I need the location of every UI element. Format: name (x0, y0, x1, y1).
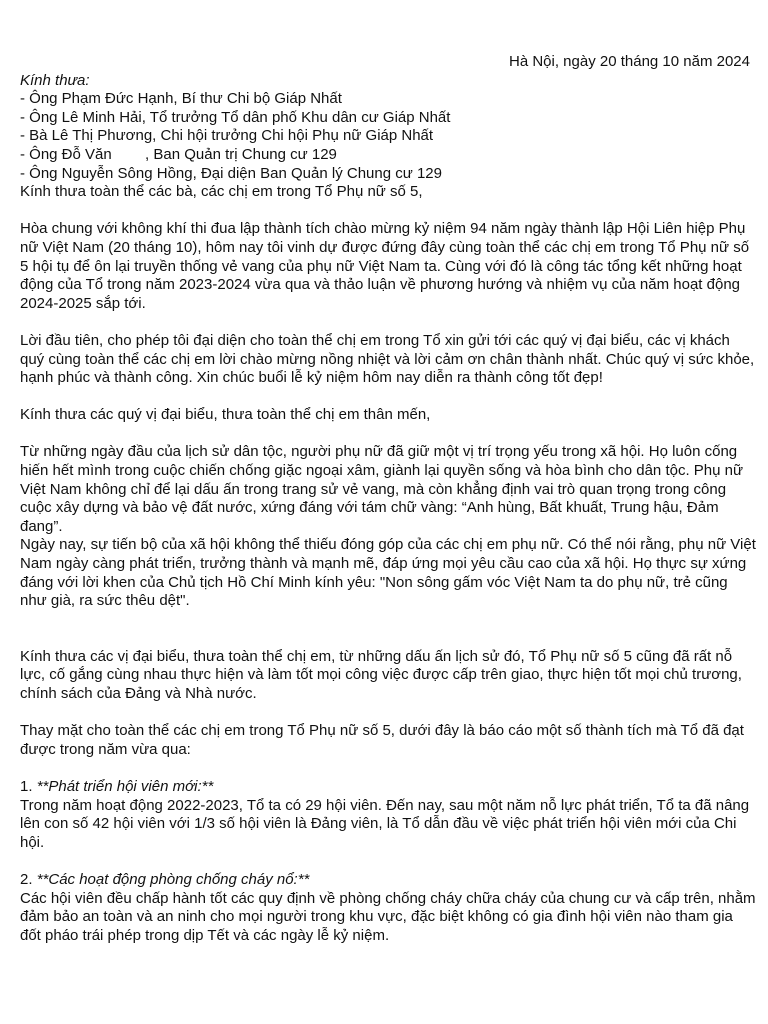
achievement-title (20, 778, 756, 797)
spacer (20, 611, 756, 648)
date-line: Hà Nội, ngày 20 tháng 10 năm 2024 (508, 53, 750, 70)
achievement-heading: **Các hoạt động phòng chống cháy nổ:** (36, 870, 310, 888)
achievement-body: Trong năm hoạt động 2022-2023, Tổ ta có 29 hội viên. Đến nay, sau một năm nỗ lực phát triển, Tổ ta đã nâng lên con số 42 hội viên với 1/3 số hội viên là Đảng viên, là Tổ dẫn đầu về việc phát triển hội viên mới của Chi hội. (20, 796, 754, 851)
recipient-line: - Ông Lê Minh Hải, Tổ trưởng Tổ dân phố Khu dân cư Giáp Nhất (20, 108, 451, 126)
paragraph-today: Ngày nay, sự tiến bộ của xã hội không thể thiếu đóng góp của các chị em phụ nữ. Có thể nói rằng, phụ nữ Việt Nam ngày càng phát triển, trưởng thành và mạnh mẽ, đáp ứng mọi yêu cầu cao của xã hội. Họ thực sự xứng đáng với lời khen của Chủ tịch Hồ Chí Minh kính yêu: "Non sông gấm vóc Việt Nam ta do phụ nữ, trẻ cũng như già, ra sức thêu dệt". (20, 536, 761, 610)
letter-page (20, 53, 761, 945)
recipient-line: - Ông Đỗ Văn , Ban Quản trị Chung cư 129 (20, 145, 337, 163)
achievement-heading: **Phát triển hội viên mới:** (36, 777, 214, 795)
paragraph-welcome: Lời đầu tiên, cho phép tôi đại diện cho toàn thể chị em trong Tổ xin gửi tới các quý vị đại biểu, các vị khách quý cùng toàn thể các chị em lời chào mừng nồng nhiệt và lời cảm ơn chân thành nhất. Chúc quý vị sức khỏe, hạnh phúc và thành công. Xin chúc buổi lễ kỷ niệm hôm nay diễn ra thành công tốt đẹp! (20, 331, 759, 387)
salutation: Kính thưa: (20, 71, 90, 89)
achievement-number: 1. (20, 777, 37, 795)
recipient-line: - Bà Lê Thị Phương, Chi hội trưởng Chi hội Phụ nữ Giáp Nhất (20, 127, 434, 145)
paragraph-report-intro: Thay mặt cho toàn thể các chị em trong Tổ Phụ nữ số 5, dưới đây là báo cáo một số thành tích mà Tổ đã đạt được trong năm vừa qua: (20, 722, 749, 758)
recipient-line: - Ông Nguyễn Sông Hồng, Đại diện Ban Quản lý Chung cư 129 (20, 164, 442, 182)
paragraph-history: Từ những ngày đầu của lịch sử dân tộc, người phụ nữ đã giữ một vị trí trọng yếu trong xã hội. Họ luôn cống hiến hết mình trong cuộc chiến chống giặc ngoại xâm, giành lại quyền sống và hòa bình cho dân tộc. Phụ nữ Việt Nam không chỉ để lại dấu ấn trong trang sử vẻ vang, mà còn khẳng định vai trò quan trọng trong công cuộc xây dựng và bảo vệ đất nước, xứng đáng với tám chữ vàng: “Anh hùng, Bất khuất, Trung hậu, Đảm đang”. (20, 443, 748, 535)
greeting-line: Kính thưa toàn thể các bà, các chị em trong Tổ Phụ nữ số 5, (20, 183, 423, 201)
paragraph-address: Kính thưa các quý vị đại biểu, thưa toàn thể chị em thân mến, (20, 406, 431, 424)
paragraph-intro: Hòa chung với không khí thi đua lập thành tích chào mừng kỷ niệm 94 năm ngày thành lập Hội Liên hiệp Phụ nữ Việt Nam (20 tháng 10), hôm nay tôi vinh dự được đứng đây cùng toàn thể các chị em trong Tổ Phụ nữ số 5 hội tụ để ôn lại truyền thống vẻ vang của phụ nữ Việt Nam ta. Cùng với đó là công tác tổng kết những hoạt động của Tổ trong năm 2023-2024 vừa qua và thảo luận về phương hướng và nhiệm vụ của năm hoạt động 2024-2025 sắp tới. (20, 220, 754, 312)
paragraph-efforts: Kính thưa các vị đại biểu, thưa toàn thể chị em, từ những dấu ấn lịch sử đó, Tổ Phụ nữ số 5 cũng đã rất nỗ lực, cố gắng cùng nhau thực hiện và làm tốt mọi công việc được cấp trên giao, thực hiện tốt mọi chủ trương, chính sách của Đảng và Nhà nước. (20, 647, 747, 702)
achievement-body: Các hội viên đều chấp hành tốt các quy định về phòng chống cháy chữa cháy của chung cư và cấp trên, nhằm đảm bảo an toàn và an ninh cho mọi người trong khu vực, đặc biệt không có gia đình hội viên nào tham gia đốt pháo trái phép trong dịp Tết và các ngày lễ kỷ niệm. (20, 889, 760, 944)
achievement-item (20, 778, 756, 852)
achievement-number: 2. (20, 870, 37, 888)
achievement-title (20, 871, 756, 890)
spacer (20, 202, 756, 221)
recipients-block (20, 72, 756, 202)
achievement-item (20, 870, 760, 945)
recipient-line: - Ông Phạm Đức Hạnh, Bí thư Chi bộ Giáp Nhất (20, 90, 342, 108)
